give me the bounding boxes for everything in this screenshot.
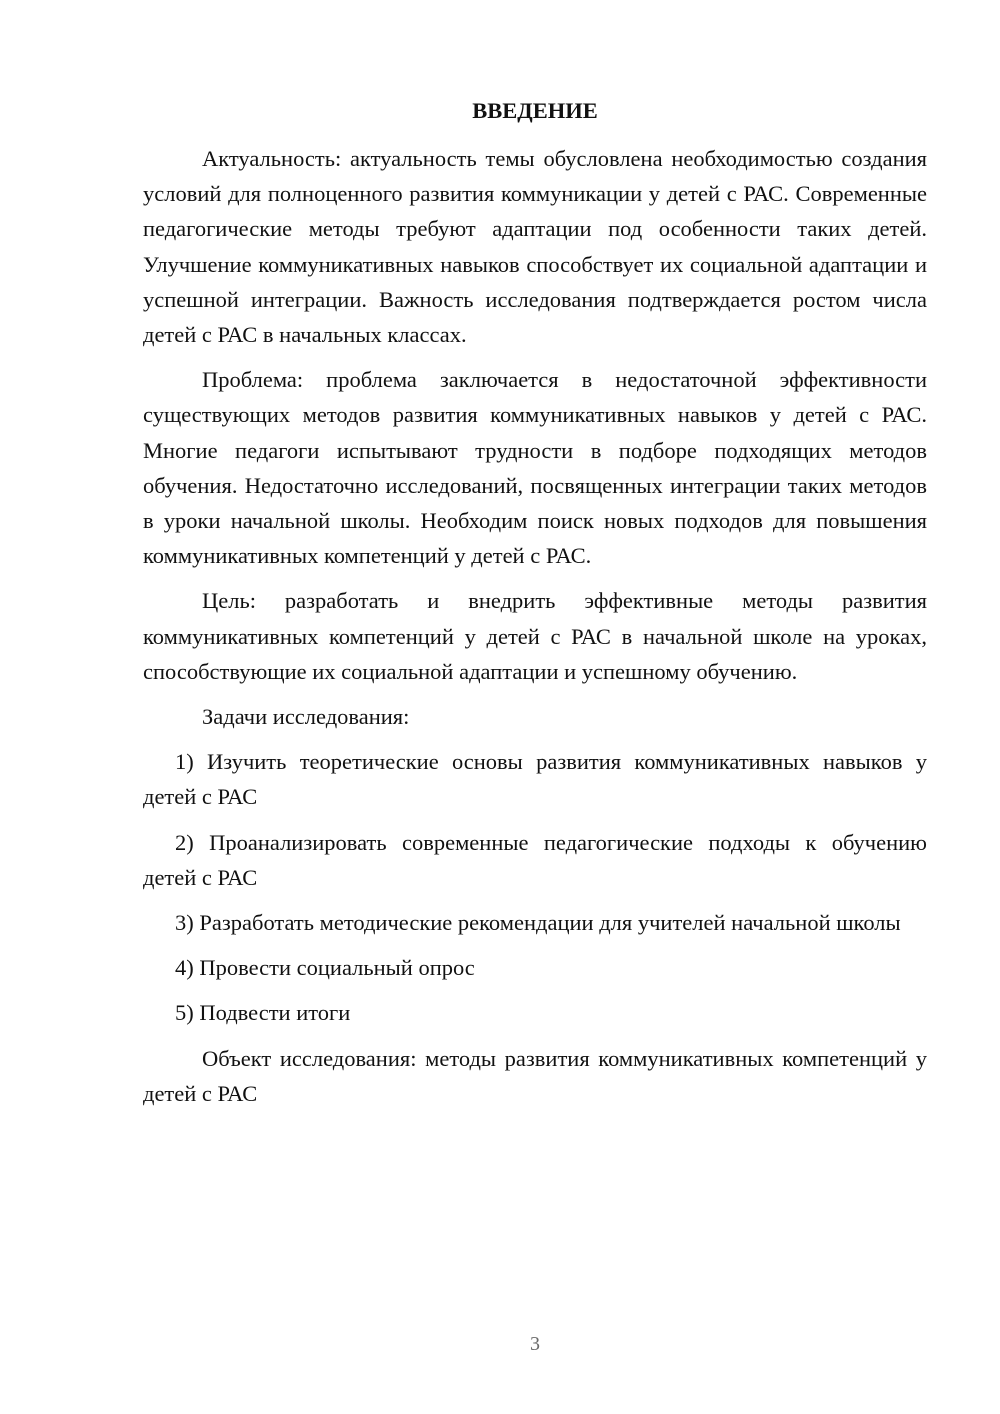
page-number: 3 xyxy=(530,1333,540,1355)
task-item-5: 5) Подвести итоги xyxy=(175,1000,351,1026)
tasks-heading: Задачи исследования: xyxy=(202,704,410,730)
task-item-4: 4) Провести социальный опрос xyxy=(175,955,475,981)
task-item-3: 3) Разработать методические рекомендации для учителей начальной школы xyxy=(175,910,901,936)
task-item-1: 1) Изучить теоретические основы развития коммуникативных навыков у детей с РАС xyxy=(143,749,927,810)
paragraph-object: Объект исследования: методы развития коммуникативных компетенций у детей с РАС xyxy=(143,1045,927,1106)
section-title: ВВЕДЕНИЕ xyxy=(472,98,598,123)
page-content xyxy=(143,95,927,1111)
task-item-2: 2) Проанализировать современные педагогические подходы к обучению детей с РАС xyxy=(143,829,927,890)
paragraph-problem: Проблема: проблема заключается в недостаточной эффективности существующих методов развития коммуникативных навыков у детей с РАС. Многие педагоги испытывают трудности в подборе подходящих методов обучения. Недостаточно исследований, посвященных интеграции таких методов в уроки начальной школы. Необходим поиск новых подходов для повышения коммуникативных компетенций у детей с РАС. xyxy=(143,367,927,569)
paragraph-goal: Цель: разработать и внедрить эффективные методы развития коммуникативных компетенций у детей с РАС в начальной школе на уроках, способствующие их социальной адаптации и успешному обучению. xyxy=(143,588,927,684)
paragraph-relevance: Актуальность: актуальность темы обусловлена необходимостью создания условий для полноценного развития коммуникации у детей с РАС. Современные педагогические методы требуют адаптации под особенности таких детей. Улучшение коммуникативных навыков способствует их социальной адаптации и успешной интеграции. Важность исследования подтверждается ростом числа детей с РАС в начальных классах. xyxy=(143,146,927,348)
